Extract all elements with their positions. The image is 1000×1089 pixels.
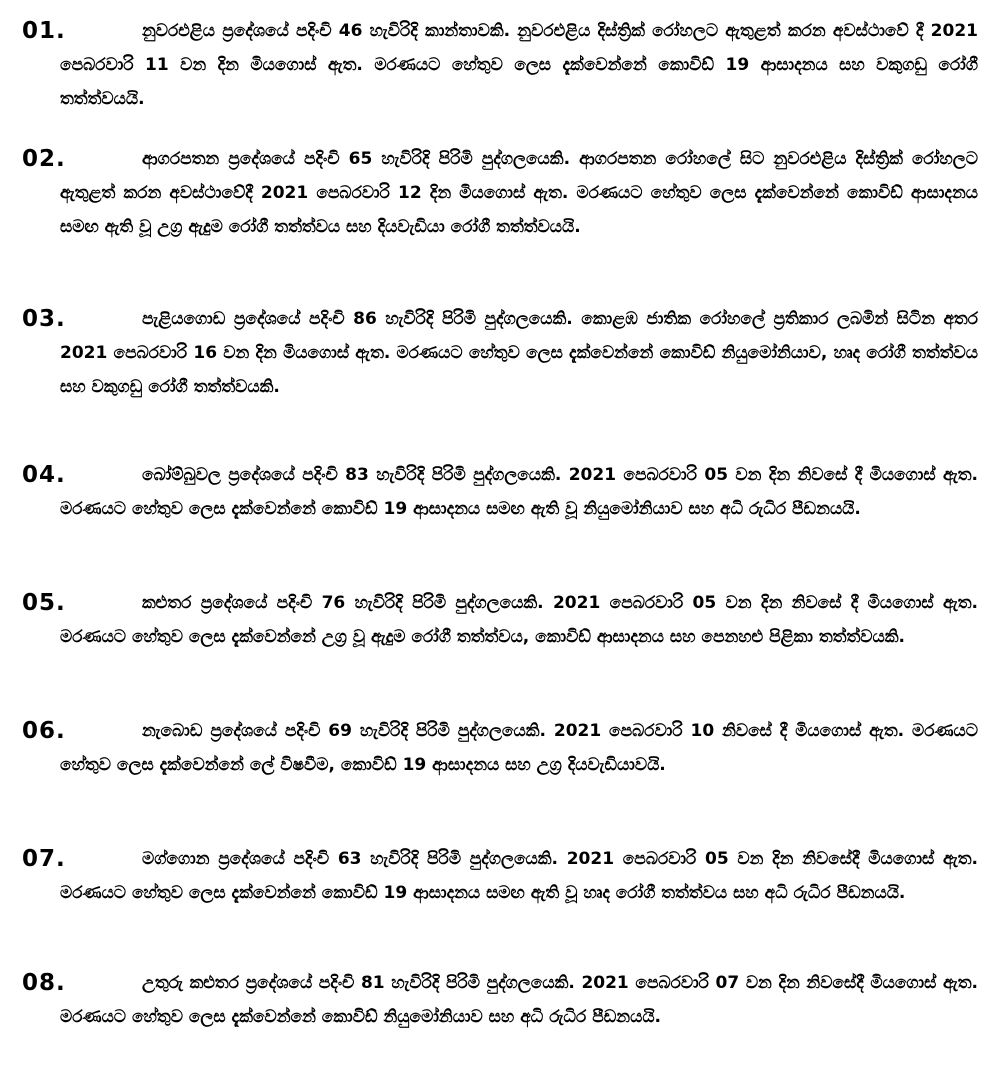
death-record-entry <box>22 142 978 244</box>
entry-number: 02. <box>22 146 66 172</box>
entry-number: 05. <box>22 590 66 616</box>
entry-text: කළුතර ප්‍රදේශයේ පදිංචි 76 හැවිරිදි පිරිමි පුද්ගලයෙකි. 2021 පෙබරවාරි 05 වන දින නිවසේ දී මියගොස් ඇත. මරණයට හේතුව ලෙස දැක්වෙන්නේ උග්‍ර වූ ඇදුම රෝගී තත්ත්වය, කොවිඩ් ආසාදනය සහ පෙනහළු පිළිකා තත්ත්වයකි. <box>60 593 978 647</box>
entry-number: 04. <box>22 462 66 488</box>
entry-text: නුවරඑළිය ප්‍රදේශයේ පදිංචි 46 හැවිරිදි කාන්තාවකි. නුවරඑළිය දිස්ත්‍රික් රෝහලට ඇතුළත් කරන අවස්ථාවේ දී 2021 පෙබරවාරි 11 වන දින මියගොස් ඇත. මරණයට හේතුව ලෙස දැක්වෙන්නේ කොවිඩ් 19 ආසාදනය සහ වකුගඩු රෝගී තත්ත්වයයි. <box>60 21 978 109</box>
entry-text: බෝම්බුවල ප්‍රදේශයේ පදිංචි 83 හැවිරිදි පිරිමි පුද්ගලයෙකි. 2021 පෙබරවාරි 05 වන දින නිවසේ දී මියගොස් ඇත. මරණයට හේතුව ලෙස දැක්වෙන්නේ කොවිඩ් 19 ආසාදනය සමඟ ඇති වූ නියුමෝනියාව සහ අධි රුධිර පීඩනයයි. <box>60 465 978 519</box>
entry-number: 03. <box>22 306 66 332</box>
death-record-entry <box>22 966 978 1034</box>
entry-number: 01. <box>22 18 66 44</box>
death-record-entry <box>22 586 978 654</box>
entry-text: උතුරු කළුතර ප්‍රදේශයේ පදිංචි 81 හැවිරිදි පිරිමි පුද්ගලයෙකි. 2021 පෙබරවාරි 07 වන දින නිවසේදී මියගොස් ඇත. මරණයට හේතුව ලෙස දැක්වෙන්නේ කොවිඩ් නියුමෝනියාව සහ අධි රුධිර පීඩනයයි. <box>60 973 978 1027</box>
death-record-entry <box>22 458 978 526</box>
death-record-entry <box>22 302 978 404</box>
entry-text: මග්ගොන ප්‍රදේශයේ පදිංචි 63 හැවිරිදි පිරිමි පුද්ගලයෙකි. 2021 පෙබරවාරි 05 වන දින නිවසේදී මියගොස් ඇත. මරණයට හේතුව ලෙස දැක්වෙන්නේ කොවිඩ් 19 ආසාදනය සමඟ ඇති වූ හෘද රෝගී තත්ත්වය සහ අධි රුධිර පීඩනයයි. <box>60 849 978 903</box>
death-record-entry <box>22 842 978 910</box>
death-record-entry <box>22 714 978 782</box>
entry-number: 06. <box>22 718 66 744</box>
entry-text: පැළියගොඩ ප්‍රදේශයේ පදිංචි 86 හැවිරිදි පිරිමි පුද්ගලයෙකි. කොළඹ ජාතික රෝහලේ ප්‍රතිකාර ලබමින් සිටින අතර 2021 පෙබරවාරි 16 වන දින මියගොස් ඇත. මරණයට හේතුව ලෙස දැක්වෙන්නේ කොවිඩ් නියුමෝනියාව, හෘද රෝගී තත්ත්වය සහ වකුගඩු රෝගී තත්ත්වයකි. <box>60 309 978 397</box>
entry-text: නැබොඩ ප්‍රදේශයේ පදිංචි 69 හැවිරිදි පිරිමි පුද්ගලයෙකි. 2021 පෙබරවාරි 10 නිවසේ දී මියගොස් ඇත. මරණයට හේතුව ලෙස දැක්වෙන්නේ ලේ විෂවීම, කොවිඩ් 19 ආසාදනය සහ උග්‍ර දියවැඩියාවයි. <box>60 721 978 775</box>
entry-number: 08. <box>22 970 66 996</box>
entry-number: 07. <box>22 846 66 872</box>
death-record-entry <box>22 14 978 116</box>
entry-text: ආගරපතන ප්‍රදේශයේ පදිංචි 65 හැවිරිදි පිරිමි පුද්ගලයෙකි. ආගරපතන රෝහලේ සිට නුවරඑළිය දිස්ත්‍රික් රෝහලට ඇතුළත් කරන අවස්ථාවේදී 2021 පෙබරවාරි 12 දින මියගොස් ඇත. මරණයට හේතුව ලෙස දැක්වෙන්නේ කොවිඩ් ආසාදනය සමඟ ඇති වූ උග්‍ර ඇදුම රෝගී තත්ත්වය සහ දියවැඩියා රෝගී තත්ත්වයයි. <box>60 149 978 237</box>
